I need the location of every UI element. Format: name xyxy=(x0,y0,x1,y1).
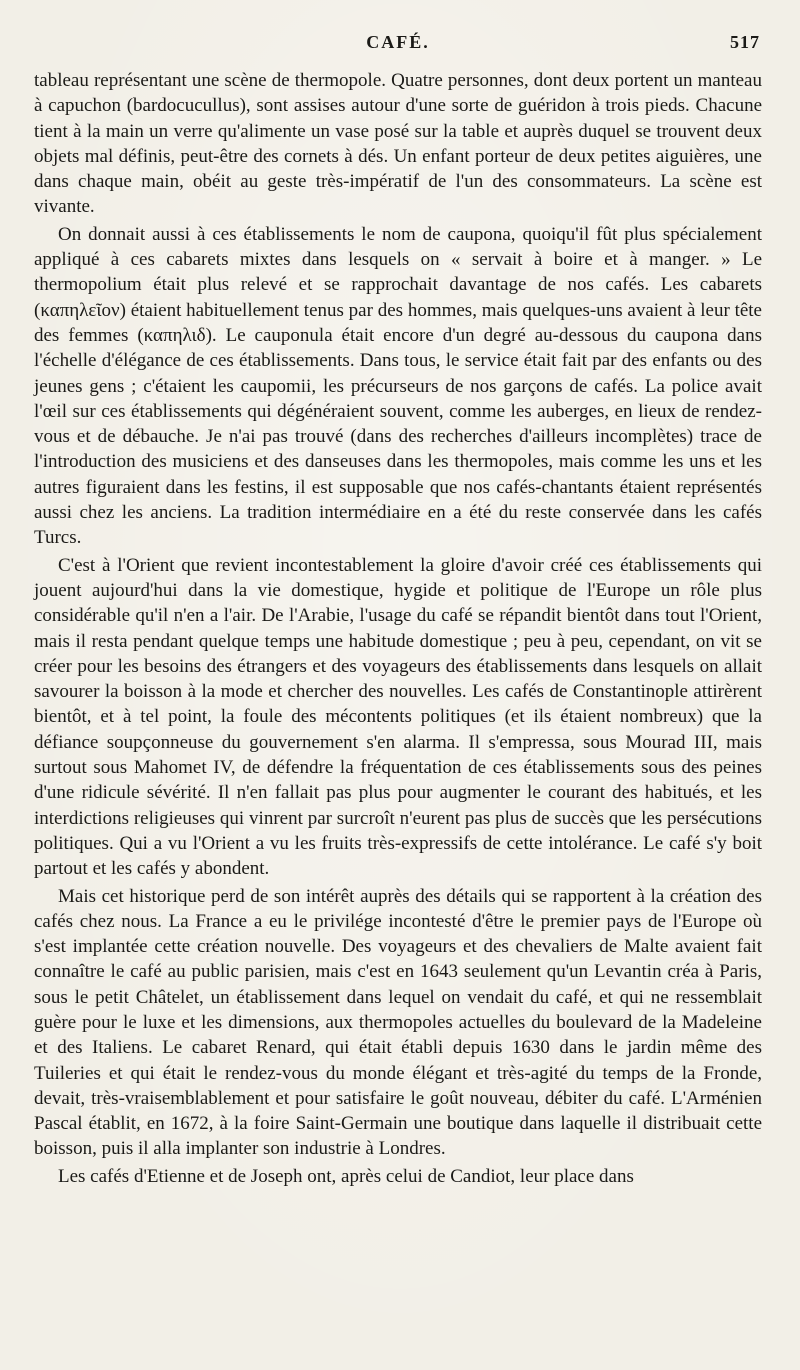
paragraph-france: Mais cet historique perd de son intérêt auprès des détails qui se rapportent à la création des cafés chez nous. La France a eu le privilége incontesté d'être le premier pays de l'Europe où s'est implantée cette création nouvelle. Des voyageurs et des chevaliers de Malte avaient fait connaître le café au public parisien, mais c'est en 1643 seulement qu'un Levantin créa à Paris, sous le petit Châtelet, un établissement dans lequel on vendait du café, et qui ne ressemblait guère pour le luxe et les dimensions, aux thermopoles actuelles du boulevard de la Madeleine et des Italiens. Le cabaret Renard, qui était établi depuis 1630 dans le jardin même des Tuileries et qui était le rendez-vous du monde élégant et très-agité du temps de la Fronde, devait, très-vraisemblablement et pour satisfaire le goût nouveau, débiter du café. L'Arménien Pascal établit, en 1672, à la foire Saint-Germain une boutique dans laquelle il distribuait cette boisson, puis il alla implanter son industrie à Londres. xyxy=(34,885,762,1160)
running-head xyxy=(34,30,762,64)
paragraph-continuation: tableau représentant une scène de thermopole. Quatre personnes, dont deux portent un manteau à capuchon (bardocucullus), sont assises autour d'une sorte de guéridon à trois pieds. Chacune tient à la main un verre qu'alimente un vase posé sur la table et auprès duquel se trouvent deux objets mal définis, peut-être des cornets à dés. Un enfant porteur de deux petites aiguières, une dans chaque main, obéit au geste très-impératif de l'un des consommateurs. La scène est vivante. xyxy=(34,70,762,218)
body-text xyxy=(34,68,762,1189)
paragraph-caupona: On donnait aussi à ces établissements le nom de caupona, quoiqu'il fût plus spécialement appliqué à ces cabarets mixtes dans lesquels on « servait à boire et à manger. » Le thermopolium était plus relevé et se rapprochait davantage de nos cafés. Les cabarets (καπηλεῖον) étaient habituellement tenus par des hommes, mais quelques-uns avaient à leur tête des femmes (καπηλιδ). Le cauponula était encore d'un degré au-dessous du caupona dans l'échelle d'élégance de ces établissements. Dans tous, le service était fait par des enfants ou des jeunes gens ; c'étaient les caupomii, les précurseurs de nos garçons de cafés. La police avait l'œil sur ces établissements qui dégénéraient souvent, comme les auberges, en lieux de rendez-vous et de débauche. Je n'ai pas trouvé (dans des recherches d'ailleurs incomplètes) trace de l'introduction des musiciens et des danseuses dans les thermopoles, mais comme les uns et les autres figuraient dans les festins, il est supposable que nos cafés-chantants étaient représentés aussi chez les anciens. La tradition intermédiaire en a été du reste conservée dans les cafés Turcs. xyxy=(34,223,762,549)
running-head-title: CAFÉ. xyxy=(366,32,430,52)
paragraph-cafes-etienne-joseph: Les cafés d'Etienne et de Joseph ont, après celui de Candiot, leur place dans xyxy=(58,1165,634,1187)
page-number: 517 xyxy=(730,32,760,52)
paragraph-orient: C'est à l'Orient que revient incontestablement la gloire d'avoir créé ces établissements qui jouent aujourd'hui dans la vie domestique, hygide et politique de l'Europe un rôle plus considérable qu'il n'en a l'air. De l'Arabie, l'usage du café se répandit bientôt dans tout l'Orient, mais il resta pendant quelque temps une habitude domestique ; peu à peu, cependant, on vit se créer pour les besoins des étrangers et des voyageurs des établissements dans lesquels on allait savourer la boisson à la mode et chercher des nouvelles. Les cafés de Constantinople attirèrent bientôt, et à tel point, la foule des mécontents politiques (et ils étaient nombreux) que la défiance soupçonneuse du gouvernement s'en alarma. Il s'empressa, sous Mourad III, mais surtout sous Mahomet IV, de défendre la fréquentation de ces établissements sous des peines d'une ridicule sévérité. Il n'en fallait pas plus pour augmenter le courant des habitués, et les interdictions religieuses qui vinrent par surcroît n'eurent pas plus de succès que les persécutions politiques. Qui a vu l'Orient a vu les fruits très-expressifs de cette intolérance. Le café s'y boit partout et les cafés y abondent. xyxy=(34,554,762,880)
